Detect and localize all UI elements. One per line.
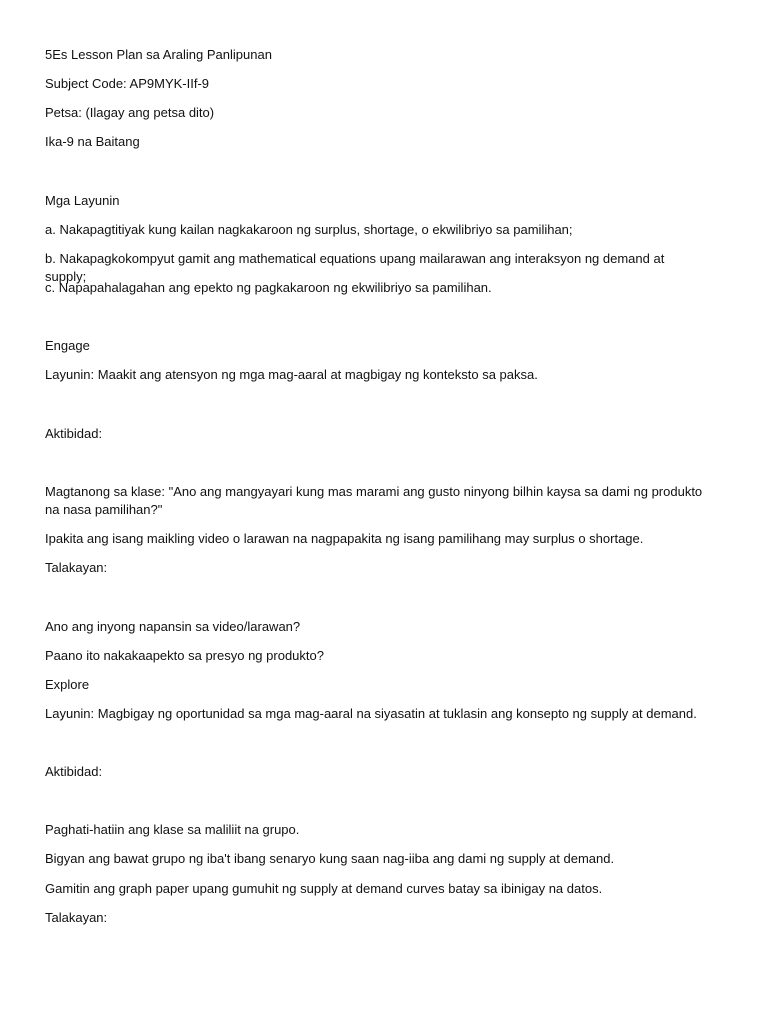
- engage-activity-label: Aktibidad:: [45, 426, 103, 441]
- objective-item: b. Nakapagkokompyut gamit ang mathematical equations upang mailarawan ang interaksyon ng demand at supply;: [45, 251, 665, 284]
- engage-heading: Engage: [45, 338, 90, 353]
- explore-heading: Explore: [45, 677, 90, 692]
- engage-discussion-label: Talakayan:: [45, 560, 108, 575]
- engage-question: Paano ito nakakaapekto sa presyo ng produkto?: [45, 648, 324, 663]
- date-line: Petsa: (Ilagay ang petsa dito): [45, 105, 215, 120]
- engage-activity-item: Magtanong sa klase: "Ano ang mangyayari kung mas marami ang gusto ninyong bilhin kaysa sa dami ng produkto na nasa pamilihan?": [45, 484, 703, 517]
- explore-activity-item: Gamitin ang graph paper upang gumuhit ng supply at demand curves batay sa ibinigay na datos.: [45, 881, 603, 896]
- grade-level: Ika-9 na Baitang: [45, 134, 140, 149]
- explore-activity-item: Paghati-hatiin ang klase sa maliliit na grupo.: [45, 822, 300, 837]
- objective-item: a. Nakapagtitiyak kung kailan nagkakaroon ng surplus, shortage, o ekwilibriyo sa pamilihan;: [45, 222, 573, 237]
- objective-item: c. Napapahalagahan ang epekto ng pagkakaroon ng ekwilibriyo sa pamilihan.: [45, 280, 492, 295]
- objectives-heading: Mga Layunin: [45, 193, 120, 208]
- explore-discussion-label: Talakayan:: [45, 910, 108, 925]
- engage-question: Ano ang inyong napansin sa video/larawan?: [45, 619, 301, 634]
- explore-goal: Layunin: Magbigay ng oportunidad sa mga mag-aaral na siyasatin at tuklasin ang konsepto ng supply at demand.: [45, 706, 697, 721]
- subject-code: Subject Code: AP9MYK-IIf-9: [45, 76, 210, 91]
- engage-goal: Layunin: Maakit ang atensyon ng mga mag-aaral at magbigay ng konteksto sa paksa.: [45, 367, 538, 382]
- explore-activity-item: Bigyan ang bawat grupo ng iba't ibang senaryo kung saan nag-iiba ang dami ng supply at demand.: [45, 851, 615, 866]
- document-title: 5Es Lesson Plan sa Araling Panlipunan: [45, 47, 272, 62]
- explore-activity-label: Aktibidad:: [45, 764, 103, 779]
- engage-activity-item: Ipakita ang isang maikling video o larawan na nagpapakita ng isang pamilihang may surplus o shortage.: [45, 531, 644, 546]
